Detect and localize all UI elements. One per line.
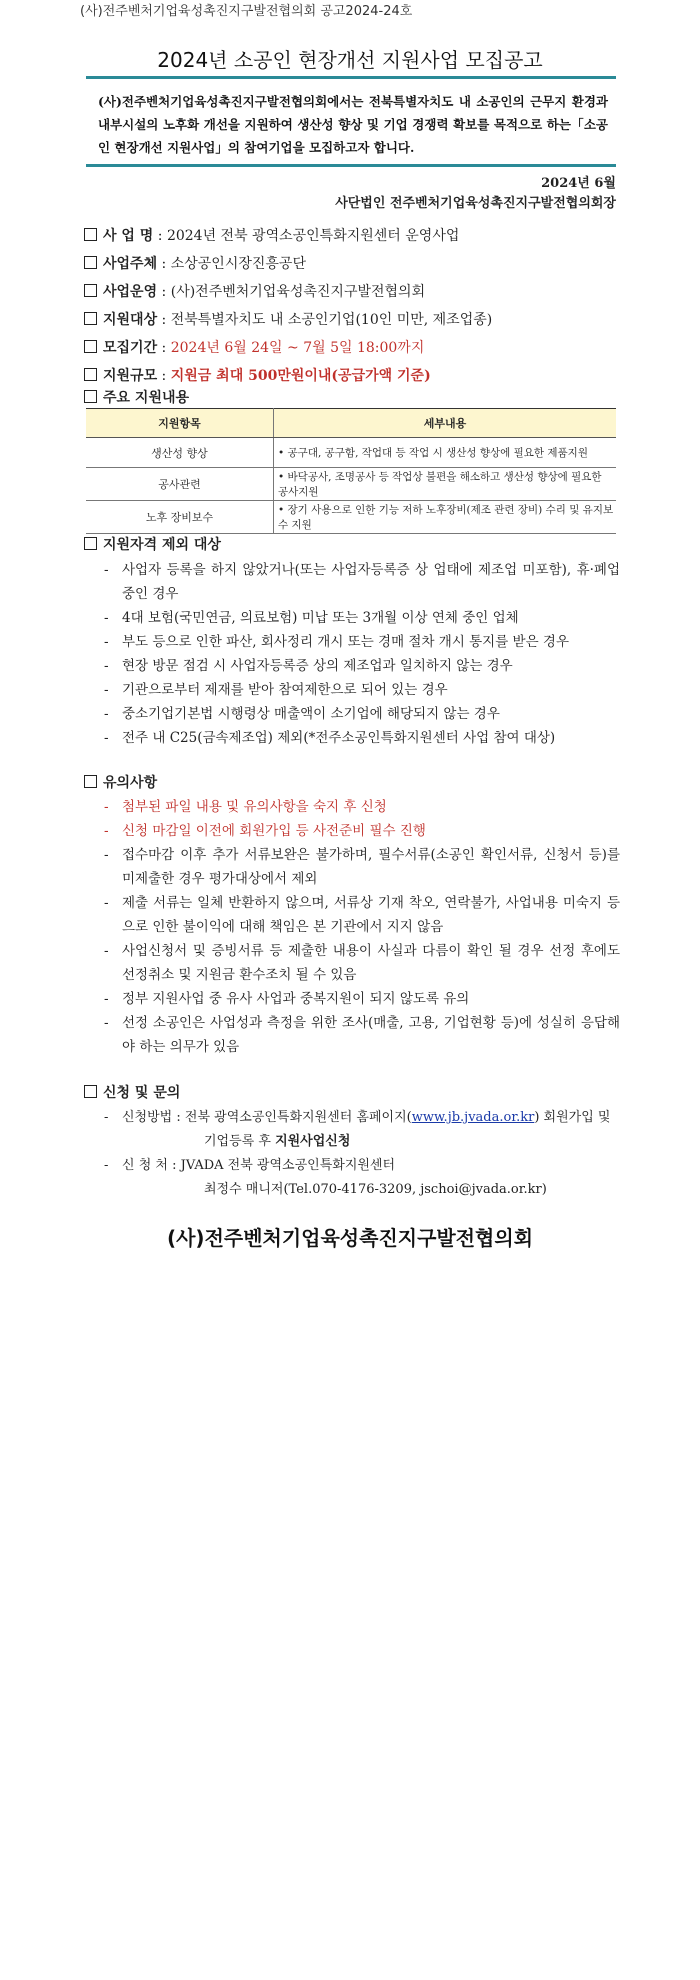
apply-method-row: - 신청방법 : 전북 광역소공인특화지원센터 홈페이지(www.jb.jvada.or.kr) 회원가입 및 — [104, 1106, 620, 1130]
issuer-name: 사단법인 전주벤처기업육성촉진지구발전협의회장 — [335, 196, 616, 211]
table-cell: 생산성 향상 — [86, 438, 274, 468]
exclusion-list — [104, 558, 620, 750]
item-period: 모집기간 : 2024년 6월 24일 ~ 7월 5일 18:00까지 — [84, 338, 424, 358]
list-item: - 전주 내 C25(금속제조업) 제외(*전주소공인특화지원센터 사업 참여 대상) — [104, 726, 620, 750]
checkbox-icon — [84, 537, 97, 550]
list-item: - 접수마감 이후 추가 서류보완은 불가하며, 필수서류(소공인 확인서류, 신청서 등)를 미제출한 경우 평가대상에서 제외 — [104, 843, 620, 891]
checkbox-icon — [84, 775, 97, 788]
apply-heading: 신청 및 문의 — [84, 1082, 180, 1102]
list-item: - 사업신청서 및 증빙서류 등 제출한 내용이 사실과 다름이 확인 될 경우 선정 후에도 선정취소 및 지원금 환수조치 될 수 있음 — [104, 939, 620, 987]
column-header-detail: 세부내용 — [274, 409, 617, 438]
list-item: - 4대 보험(국민연금, 의료보험) 미납 또는 3개월 이상 연체 중인 업체 — [104, 606, 620, 630]
list-item: - 현장 방문 점검 시 사업자등록증 상의 제조업과 일치하지 않는 경우 — [104, 654, 620, 678]
contact-label: 신 청 처 — [122, 1158, 168, 1173]
announcement-date: 2024년 6월 — [541, 176, 616, 191]
footer-organization: (사)전주벤처기업육성촉진지구발전협의회 — [166, 1226, 534, 1250]
apply-section — [104, 1106, 620, 1202]
checkbox-icon — [84, 284, 97, 297]
table-cell: 노후 장비보수 — [86, 501, 274, 534]
support-table — [86, 408, 616, 534]
contact-value: JVADA 전북 광역소공인특화지원센터 — [180, 1158, 396, 1173]
apply-method-label: 신청방법 — [122, 1110, 173, 1125]
table-cell: 공사관련 — [86, 468, 274, 501]
table-cell: • 장기 사용으로 인한 기능 저하 노후장비(제조 관련 장비) 수리 및 유지보수 지원 — [274, 501, 617, 534]
apply-method-line2: 기업등록 후 — [204, 1134, 276, 1149]
table-cell: • 공구대, 공구함, 작업대 등 작업 시 생산성 향상에 필요한 제품지원 — [274, 438, 617, 468]
checkbox-icon — [84, 228, 97, 241]
table-row — [86, 468, 616, 501]
item-scale: 지원규모 : 지원금 최대 500만원이내(공급가액 기준) — [84, 366, 431, 386]
table-header-row — [86, 409, 616, 438]
checkbox-icon — [84, 312, 97, 325]
item-eligibility: 지원대상 : 전북특별자치도 내 소공인기업(10인 미만, 제조업종) — [84, 310, 492, 330]
contact-person: 최정수 매니저(Tel.070-4176-3209, jschoi@jvada.or.kr) — [204, 1182, 547, 1197]
title-rule-top — [86, 76, 616, 79]
checkbox-icon — [84, 368, 97, 381]
apply-method-text-end: ) 회원가입 및 — [534, 1110, 611, 1125]
apply-method-row-2 — [104, 1130, 620, 1154]
intro-rule-bottom — [86, 164, 616, 167]
exclusion-heading: 지원자격 제외 대상 — [84, 534, 221, 554]
list-item: - 제출 서류는 일체 반환하지 않으며, 서류상 기재 착오, 연락불가, 사업내용 미숙지 등으로 인한 불이익에 대해 책임은 본 기관에서 지지 않음 — [104, 891, 620, 939]
list-item: - 부도 등으로 인한 파산, 회사정리 개시 또는 경매 절차 개시 통지를 받은 경우 — [104, 630, 620, 654]
contact-row: - 신 청 처 : JVADA 전북 광역소공인특화지원센터 — [104, 1154, 620, 1178]
table-row — [86, 501, 616, 534]
list-item: - 신청 마감일 이전에 회원가입 등 사전준비 필수 진행 — [104, 819, 620, 843]
list-item: - 첨부된 파일 내용 및 유의사항을 숙지 후 신청 — [104, 795, 620, 819]
apply-method-line2-bold: 지원사업신청 — [275, 1134, 351, 1149]
support-heading: 주요 지원내용 — [84, 388, 189, 408]
column-header-item: 지원항목 — [86, 409, 274, 438]
page-title: 2024년 소공인 현장개선 지원사업 모집공고 — [157, 48, 543, 72]
homepage-link[interactable]: www.jb.jvada.or.kr — [411, 1110, 535, 1125]
notes-list — [104, 795, 620, 1059]
checkbox-icon — [84, 340, 97, 353]
item-project-operator: 사업운영 : (사)전주벤처기업육성촉진지구발전협의회 — [84, 282, 425, 302]
list-item: - 기관으로부터 제재를 받아 참여제한으로 되어 있는 경우 — [104, 678, 620, 702]
table-row — [86, 438, 616, 468]
checkbox-icon — [84, 390, 97, 403]
list-item: - 중소기업기본법 시행령상 매출액이 소기업에 해당되지 않는 경우 — [104, 702, 620, 726]
announcement-number: (사)전주벤처기업육성촉진지구발전협의회 공고2024-24호 — [80, 4, 413, 19]
table-cell: • 바닥공사, 조명공사 등 작업상 불편을 해소하고 생산성 향상에 필요한 공사지원 — [274, 468, 617, 501]
checkbox-icon — [84, 256, 97, 269]
apply-method-text: 전북 광역소공인특화지원센터 홈페이지( — [184, 1110, 412, 1125]
item-project-host: 사업주체 : 소상공인시장진흥공단 — [84, 254, 306, 274]
list-item: - 정부 지원사업 중 유사 사업과 중복지원이 되지 않도록 유의 — [104, 987, 620, 1011]
notes-heading: 유의사항 — [84, 772, 157, 792]
list-item: - 사업자 등록을 하지 않았거나(또는 사업자등록증 상 업태에 제조업 미포함), 휴·폐업 중인 경우 — [104, 558, 620, 606]
item-project-name: 사 업 명 : 2024년 전북 광역소공인특화지원센터 운영사업 — [84, 226, 459, 246]
checkbox-icon — [84, 1085, 97, 1098]
intro-paragraph: (사)전주벤처기업육성촉진지구발전협의회에서는 전북특별자치도 내 소공인의 근무지 환경과 내부시설의 노후화 개선을 지원하여 생산성 향상 및 기업 경쟁력 확보를 목적으로 하는「소공인 현장개선 지원사업」의 참여기업을 모집하고자 합니다. — [98, 94, 608, 155]
list-item: - 선정 소공인은 사업성과 측정을 위한 조사(매출, 고용, 기업현황 등)에 성실히 응답해야 하는 의무가 있음 — [104, 1011, 620, 1059]
